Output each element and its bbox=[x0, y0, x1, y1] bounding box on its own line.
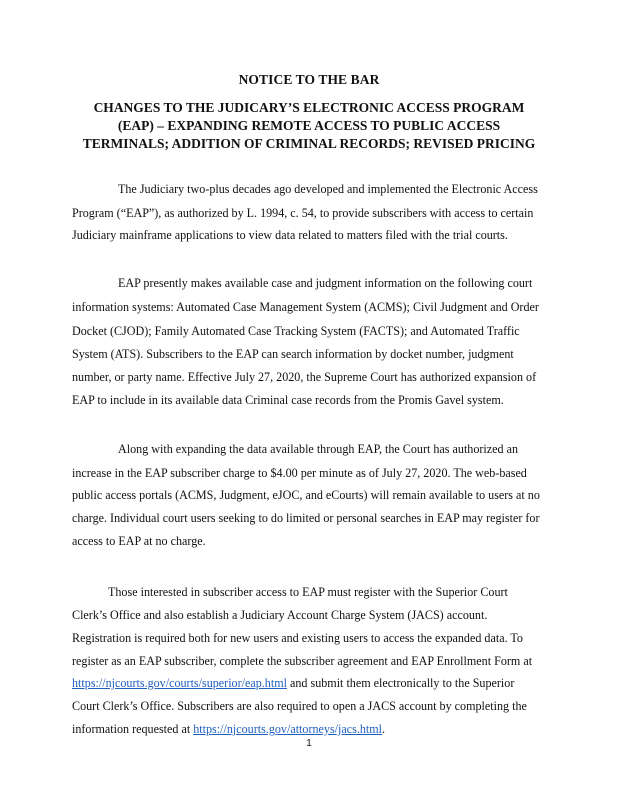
page-number: 1 bbox=[306, 738, 312, 749]
heading-line-3: TERMINALS; ADDITION OF CRIMINAL RECORDS; REVISED PRICING bbox=[82, 136, 536, 151]
paragraph-1-line-1: The Judiciary two-plus decades ago developed and implemented the Electronic Access bbox=[118, 182, 538, 196]
paragraph-4-line-7 bbox=[72, 723, 385, 735]
heading-line-1: CHANGES TO THE JUDICARY’S ELECTRONIC ACCESS PROGRAM bbox=[93, 100, 525, 115]
paragraph-3-line-2: increase in the EAP subscriber charge to $4.00 per minute as of July 27, 2020. The web-based bbox=[72, 466, 527, 480]
paragraph-4-line-5 bbox=[72, 677, 514, 689]
paragraph-4-line-7-end: . bbox=[382, 722, 386, 736]
paragraph-4-line-1: Those interested in subscriber access to EAP must register with the Superior Court bbox=[108, 585, 508, 599]
eap-enrollment-link[interactable]: https://njcourts.gov/courts/superior/eap.html bbox=[72, 676, 287, 690]
paragraph-4-line-2: Clerk’s Office and also establish a Judiciary Account Charge System (JACS) account. bbox=[72, 608, 488, 622]
paragraph-4-line-7-text: information requested at bbox=[72, 722, 194, 736]
paragraph-4-line-5-text: and submit them electronically to the Superior bbox=[286, 676, 515, 690]
notice-title: NOTICE TO THE BAR bbox=[238, 72, 380, 87]
paragraph-2-line-2: information systems: Automated Case Management System (ACMS); Civil Judgment and Order bbox=[72, 300, 539, 314]
paragraph-4-line-4: register as an EAP subscriber, complete the subscriber agreement and EAP Enrollment Form at bbox=[72, 654, 533, 668]
heading-line-2: (EAP) – EXPANDING REMOTE ACCESS TO PUBLIC ACCESS bbox=[117, 118, 501, 133]
paragraph-2-line-3: Docket (CJOD); Family Automated Case Tracking System (FACTS); and Automated Traffic bbox=[72, 324, 520, 338]
paragraph-3-line-4: charge. Individual court users seeking to do limited or personal searches in EAP may register for bbox=[72, 511, 540, 525]
paragraph-4-line-6: Court Clerk’s Office. Subscribers are also required to open a JACS account by completing the bbox=[72, 699, 527, 713]
paragraph-3-line-5: access to EAP at no charge. bbox=[72, 534, 206, 548]
paragraph-3-line-1: Along with expanding the data available through EAP, the Court has authorized an bbox=[118, 442, 519, 456]
paragraph-1-line-2: Program (“EAP”), as authorized by L. 1994, c. 54, to provide subscribers with access to certain bbox=[72, 206, 534, 220]
paragraph-3-line-3: public access portals (ACMS, Judgment, eJOC, and eCourts) will remain available to users at no bbox=[72, 488, 540, 502]
paragraph-2-line-5: number, or party name. Effective July 27, 2020, the Supreme Court has authorized expansion of bbox=[72, 370, 537, 384]
paragraph-1-line-3: Judiciary mainframe applications to view data related to matters filed with the trial courts. bbox=[72, 228, 508, 242]
paragraph-2-line-4: System (ATS). Subscribers to the EAP can search information by docket number, judgment bbox=[72, 347, 514, 361]
paragraph-2-line-1: EAP presently makes available case and judgment information on the following court bbox=[118, 276, 533, 290]
paragraph-4-line-3: Registration is required both for new users and existing users to access the expanded data. To bbox=[72, 631, 523, 645]
paragraph-2-line-6: EAP to include in its available data Criminal case records from the Promis Gavel system. bbox=[72, 393, 504, 407]
jacs-account-link[interactable]: https://njcourts.gov/attorneys/jacs.html bbox=[193, 722, 383, 736]
